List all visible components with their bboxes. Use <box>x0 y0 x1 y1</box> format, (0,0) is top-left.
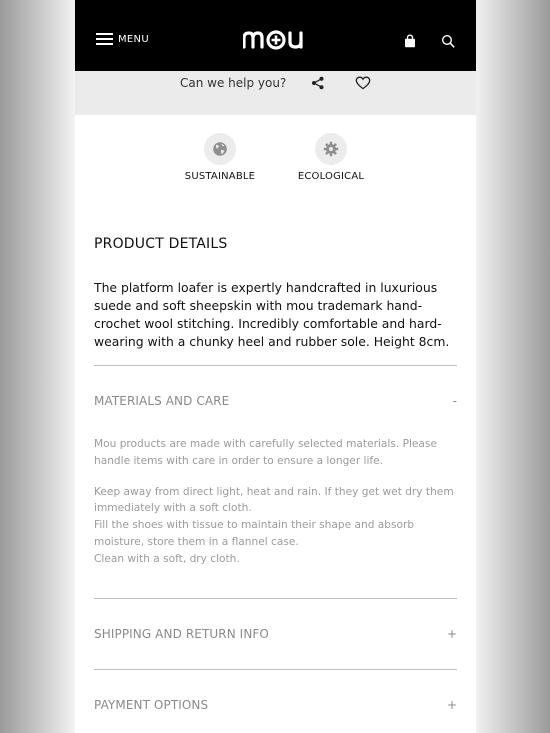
menu-label: MENU <box>118 34 149 45</box>
gear-icon <box>323 141 339 157</box>
product-details-title: PRODUCT DETAILS <box>94 236 228 252</box>
expand-icon[interactable]: + <box>446 627 457 641</box>
brand-logo[interactable] <box>243 27 309 51</box>
badge-icon-circle <box>204 133 236 165</box>
collapse-icon[interactable]: - <box>452 394 457 408</box>
search-icon[interactable] <box>441 34 455 48</box>
top-navigation-bar <box>75 0 476 71</box>
badge-ecological <box>286 133 376 182</box>
help-bar <box>75 71 476 115</box>
heart-icon[interactable] <box>355 76 371 90</box>
shopping-bag-icon[interactable] <box>403 34 417 48</box>
product-description: The platform loafer is expertly handcrafted in luxurious suede and soft sheepskin with mou trademark hand-crochet wool stitching. Incredibly comfortable and hard-wearing with a chunky heel and rubber sole. Height 8cm. <box>94 280 450 349</box>
divider <box>94 365 457 366</box>
badge-label: ECOLOGICAL <box>297 171 365 182</box>
accordion-materials-body <box>94 436 459 568</box>
accordion-title: PAYMENT OPTIONS <box>94 698 209 712</box>
help-link[interactable]: Can we help you? <box>180 76 287 90</box>
globe-icon <box>212 141 228 157</box>
care-paragraph: Keep away from direct light, heat and rain. If they get wet dry them immediately with a soft cloth. <box>94 485 454 515</box>
care-paragraph: Fill the shoes with tissue to maintain their shape and absorb moisture, store them in a flannel case. <box>94 519 415 548</box>
share-icon[interactable] <box>311 76 325 90</box>
accordion-shipping-and-return[interactable] <box>94 627 457 645</box>
accordion-materials-and-care[interactable] <box>94 394 457 412</box>
menu-button[interactable] <box>96 33 149 46</box>
divider <box>94 598 457 599</box>
accordion-title: SHIPPING AND RETURN INFO <box>94 627 269 641</box>
care-paragraph: Clean with a soft, dry cloth. <box>94 552 240 565</box>
accordion-title: MATERIALS AND CARE <box>94 394 230 408</box>
badge-icon-circle <box>315 133 347 165</box>
expand-icon[interactable]: + <box>446 698 457 712</box>
care-paragraph: Mou products are made with carefully selected materials. Please handle items with care in order to ensure a longer life. <box>94 438 437 467</box>
accordion-payment-options[interactable] <box>94 698 457 716</box>
divider <box>94 669 457 670</box>
hamburger-icon <box>96 33 113 46</box>
badge-sustainable <box>175 133 265 182</box>
product-page <box>75 0 476 733</box>
badge-label: SUSTAINABLE <box>184 171 256 182</box>
